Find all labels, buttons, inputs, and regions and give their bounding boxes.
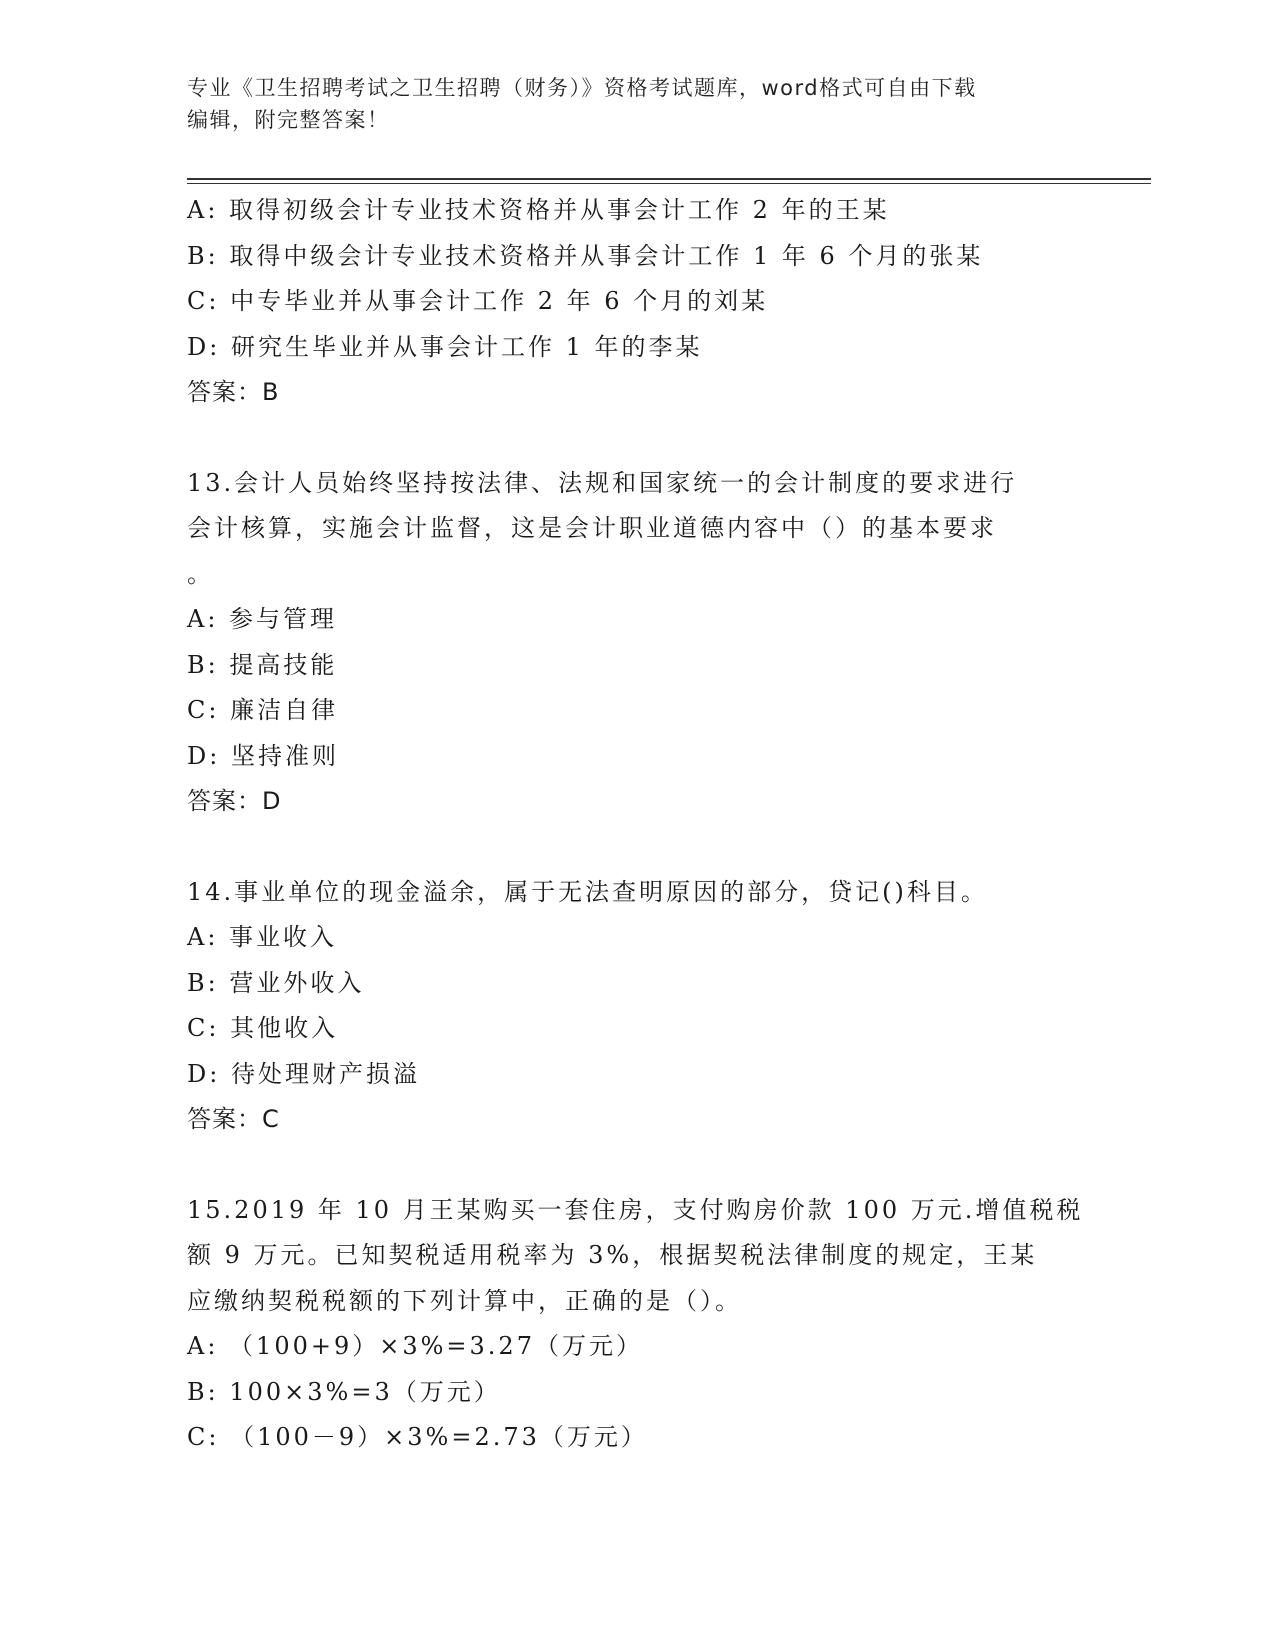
question-content <box>187 188 1087 1461</box>
option-a: A: 事业收入 <box>187 923 338 951</box>
answer: 答案：B <box>187 378 280 406</box>
option-c: C: 廉洁自律 <box>187 696 339 724</box>
question-stem-line: 13.会计人员始终坚持按法律、法规和国家统一的会计制度的要求进行 <box>187 468 1018 497</box>
option-d: D: 研究生毕业并从事会计工作 1 年的李某 <box>187 332 703 361</box>
question-stem-line: 应缴纳契税税额的下列计算中，正确的是（）。 <box>187 1286 742 1315</box>
answer: 答案：D <box>187 787 282 815</box>
option-a: A: 参与管理 <box>187 605 338 633</box>
option-a: A: 取得初级会计专业技术资格并从事会计工作 2 年的王某 <box>187 196 890 224</box>
header-divider-thick <box>187 178 1151 180</box>
page-header <box>187 72 1067 136</box>
option-b: B: 营业外收入 <box>187 968 365 997</box>
question-15 <box>187 1188 1087 1461</box>
question-14 <box>187 870 1087 1143</box>
header-line-1: 专业《卫生招聘考试之卫生招聘（财务）》资格考试题库，word格式可自由下载 <box>187 76 977 100</box>
question-13 <box>187 461 1087 825</box>
option-b: B: 提高技能 <box>187 650 338 679</box>
question-12 <box>187 188 1087 416</box>
option-c: C: 中专毕业并从事会计工作 2 年 6 个月的刘某 <box>187 287 769 315</box>
option-a: A: （100+9）×3%=3.27（万元） <box>187 1332 643 1360</box>
question-stem-line: 15.2019 年 10 月王某购买一套住房，支付购房价款 100 万元.增值税税 <box>187 1195 1084 1224</box>
header-divider-thin <box>187 183 1151 184</box>
question-stem-line: 额 9 万元。已知契税适用税率为 3%，根据契税法律制度的规定，王某 <box>187 1241 1038 1269</box>
question-stem-line: 会计核算，实施会计监督，这是会计职业道德内容中（）的基本要求 <box>187 514 997 542</box>
option-b: B: 100×3%=3（万元） <box>187 1377 501 1406</box>
question-stem-line: 。 <box>187 559 214 588</box>
header-line-2: 编辑，附完整答案！ <box>187 108 390 132</box>
answer: 答案：C <box>187 1105 280 1133</box>
option-d: D: 坚持准则 <box>187 741 339 770</box>
option-d: D: 待处理财产损溢 <box>187 1059 420 1088</box>
option-c: C: （100－9）×3%=2.73（万元） <box>187 1423 648 1451</box>
question-stem-line: 14.事业单位的现金溢余，属于无法查明原因的部分，贷记()科目。 <box>187 877 988 906</box>
option-b: B: 取得中级会计专业技术资格并从事会计工作 1 年 6 个月的张某 <box>187 241 984 270</box>
option-c: C: 其他收入 <box>187 1014 339 1042</box>
